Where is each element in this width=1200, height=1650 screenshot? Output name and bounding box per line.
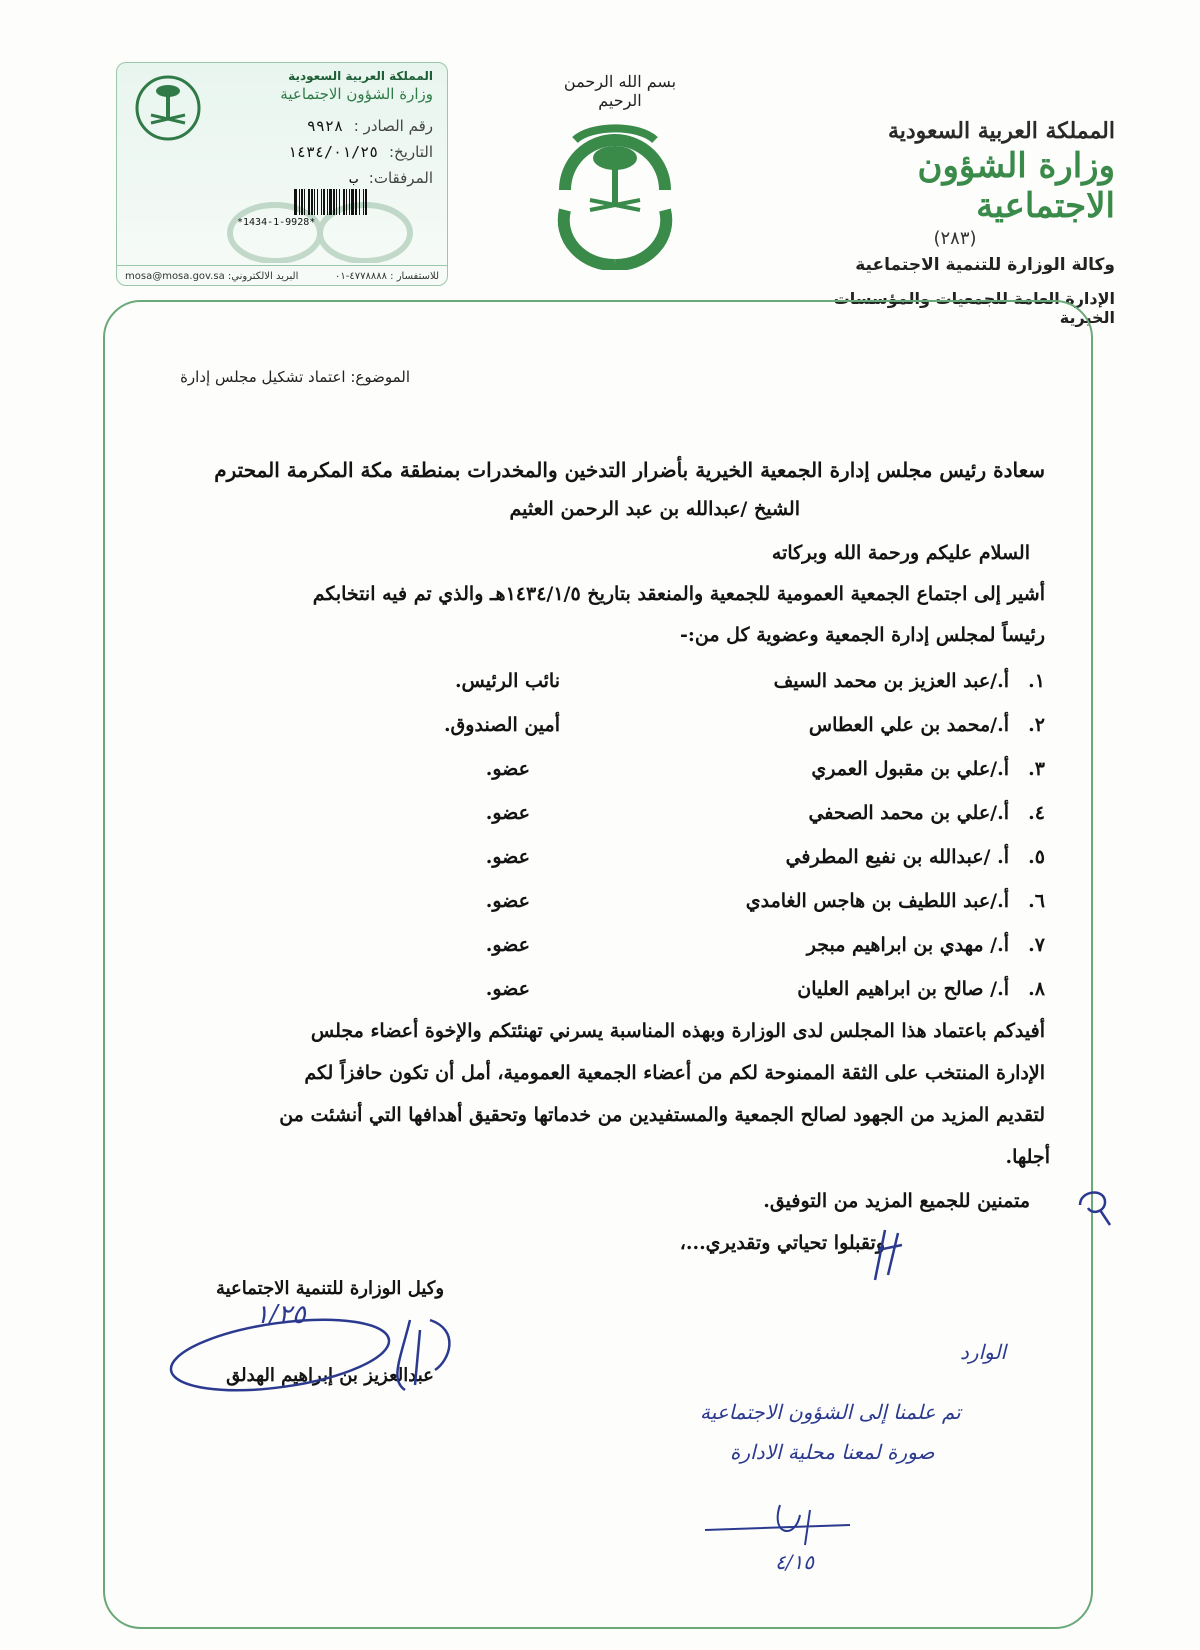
- saudi-emblem-icon: [133, 73, 203, 143]
- member-number: ٤.: [1028, 802, 1045, 824]
- member-role: أمين الصندوق.: [443, 714, 560, 736]
- barcode-bar: [360, 189, 363, 215]
- ministry-code: (٢٨٣): [933, 228, 977, 249]
- barcode-bar: [294, 189, 297, 215]
- member-role: عضو.: [485, 758, 530, 780]
- member-role: عضو.: [485, 934, 530, 956]
- note-signature: [700, 1495, 860, 1555]
- issue-number-value: ٩٩٢٨: [306, 117, 343, 135]
- kingdom-name: المملكة العربية السعودية: [887, 118, 1115, 144]
- registration-stamp: [116, 62, 448, 286]
- para2-line-2: الإدارة المنتخب على الثقة الممنوحة لكم من أعضاء الجمعية العمومية، أمل أن تكون حافزاً لكم: [304, 1062, 1045, 1084]
- ministry-name: وزارة الشؤون الاجتماعية: [917, 146, 1115, 226]
- barcode-bar: [314, 189, 315, 215]
- barcode: [237, 189, 367, 215]
- member-name: أ./علي بن مقبول العمري: [811, 758, 1009, 780]
- para1-line-2: رئيساً لمجلس إدارة الجمعية وعضوية كل من:-: [680, 624, 1045, 646]
- date-row: [213, 139, 433, 165]
- barcode-bar: [332, 189, 333, 215]
- barcode-bar: [311, 189, 313, 215]
- barcode-bar: [365, 189, 367, 215]
- barcode-bar: [337, 189, 339, 215]
- member-number: ٥.: [1028, 846, 1045, 868]
- barcode-bar: [349, 189, 350, 215]
- member-role: عضو.: [485, 802, 530, 824]
- barcode-bar: [327, 189, 328, 215]
- ministry-emblem-icon: [545, 120, 685, 270]
- barcode-bar: [336, 189, 337, 215]
- para2-line-1: أفيدكم باعتماد هذا المجلس لدى الوزارة وبهذه المناسبة يسرني تهنئتكم والإخوة أعضاء مجلس: [310, 1020, 1045, 1042]
- stamp-kingdom: المملكة العربية السعودية: [288, 69, 433, 83]
- member-role: نائب الرئيس.: [454, 670, 560, 692]
- stamp-ministry: وزارة الشؤون الاجتماعية: [280, 85, 433, 103]
- attachments-value: ب: [348, 169, 359, 187]
- list-item: [345, 714, 1045, 750]
- barcode-bar: [303, 189, 304, 215]
- issue-number-label: رقم الصادر :: [353, 117, 433, 135]
- incoming-label: الوارد: [960, 1340, 1007, 1364]
- barcode-bar: [355, 189, 357, 215]
- member-number: ١.: [1028, 670, 1045, 692]
- barcode-bar: [321, 189, 322, 215]
- member-role: عضو.: [485, 890, 530, 912]
- closing-wish: متمنين للجميع المزيد من التوفيق.: [763, 1190, 1030, 1212]
- member-role: عضو.: [485, 978, 530, 1000]
- letter-subject: الموضوع: اعتماد تشكيل مجلس إدارة: [180, 368, 410, 386]
- barcode-text: *1434-1-9928*: [237, 217, 316, 228]
- member-name: أ./عبد اللطيف بن هاجس الغامدي: [745, 890, 1009, 912]
- member-name: أ./ صالح بن ابراهيم العليان: [797, 978, 1009, 1000]
- barcode-bar: [328, 189, 329, 215]
- agency-name: وكالة الوزارة للتنمية الاجتماعية: [855, 255, 1115, 275]
- barcode-bar: [318, 189, 321, 215]
- signature-scribble: [160, 1300, 500, 1400]
- para1-line-1: أشير إلى اجتماع الجمعية العمومية للجمعية والمنعقد بتاريخ ١٤٣٤/١/٥هـ والذي تم فيه انتخابكم: [312, 583, 1045, 605]
- barcode-bar: [305, 189, 308, 215]
- stamp-email: mosa@mosa.gov.sa: [125, 270, 225, 282]
- barcode-bar: [297, 189, 299, 215]
- initial-mark: [870, 1225, 910, 1285]
- member-name: أ./ مهدي بن ابراهيم مبجر: [806, 934, 1009, 956]
- signer-name: عبدالعزيز بن إبراهيم الهدلق: [226, 1365, 434, 1386]
- member-role: عضو.: [485, 846, 530, 868]
- date-label: التاريخ:: [389, 143, 433, 161]
- list-item: [345, 802, 1045, 838]
- member-name: أ. /عبدالله بن نفيع المطرفي: [785, 846, 1009, 868]
- list-item: [345, 890, 1045, 926]
- member-name: أ./محمد بن علي العطاس: [808, 714, 1009, 736]
- para2-line-4: أجلها.: [1005, 1146, 1050, 1168]
- barcode-bar: [354, 189, 355, 215]
- list-item: [345, 978, 1045, 1014]
- member-name: أ./عبد العزيز بن محمد السيف: [773, 670, 1009, 692]
- barcode-bar: [346, 189, 347, 215]
- basmala: بسم الله الرحمن الرحيم: [563, 72, 677, 110]
- list-item: [345, 934, 1045, 970]
- letterhead: [775, 118, 1115, 327]
- member-number: ٨.: [1028, 978, 1045, 1000]
- barcode-bar: [340, 189, 343, 215]
- stamp-fields: [213, 113, 433, 191]
- stamp-footer: [117, 265, 447, 286]
- barcode-bar: [364, 189, 365, 215]
- barcode-bar: [347, 189, 349, 215]
- directorate-name: الإدارة العامة للجمعيات والمؤسسات الخيرية: [833, 289, 1115, 327]
- incoming-note-date: ٤/١٥: [775, 1550, 814, 1574]
- barcode-bar: [313, 189, 314, 215]
- member-number: ٢.: [1028, 714, 1045, 736]
- barcode-bar: [300, 189, 301, 215]
- addressee-line-1: سعادة رئيس مجلس إدارة الجمعية الخيرية بأضرار التدخين والمخدرات بمنطقة مكة المكرمة المحترم: [214, 458, 1045, 482]
- barcode-bar: [343, 189, 345, 215]
- date-value: ١٤٣٤/٠١/٢٥: [287, 143, 379, 161]
- barcode-bar: [325, 189, 327, 215]
- list-item: [345, 758, 1045, 794]
- signer-title: وكيل الوزارة للتنمية الاجتماعية: [215, 1278, 445, 1299]
- barcode-bar: [323, 189, 325, 215]
- barcode-bar: [293, 189, 294, 215]
- greeting: السلام عليكم ورحمة الله وبركاته: [771, 542, 1030, 564]
- barcode-bar: [363, 189, 364, 215]
- barcode-bar: [345, 189, 346, 215]
- signature-date: ١/٢٥: [255, 1300, 306, 1330]
- barcode-bar: [304, 189, 305, 215]
- list-item: [345, 670, 1045, 706]
- incoming-note-line-1: تم علمنا إلى الشؤون الاجتماعية: [700, 1400, 961, 1424]
- paraph-mark: [1070, 1180, 1120, 1230]
- attachments-label: المرفقات:: [368, 169, 433, 187]
- barcode-bar: [308, 189, 310, 215]
- barcode-bar: [333, 189, 335, 215]
- barcode-bar: [351, 189, 354, 215]
- member-number: ٣.: [1028, 758, 1045, 780]
- para2-line-3: لتقديم المزيد من الجهود لصالح الجمعية والمستفيدين من خدماتها وتحقيق أهدافها التي أنشئت من: [279, 1104, 1045, 1126]
- issue-number-row: [213, 113, 433, 139]
- member-number: ٦.: [1028, 890, 1045, 912]
- stamp-inquiry: للاستفسار : ٤٧٧٨٨٨٨-٠١: [335, 270, 439, 282]
- attachments-row: [213, 165, 433, 191]
- barcode-bar: [322, 189, 323, 215]
- stamp-email-row: [125, 271, 298, 282]
- barcode-bar: [301, 189, 303, 215]
- barcode-bar: [315, 189, 317, 215]
- addressee-line-2: الشيخ /عبدالله بن عبد الرحمن العثيم: [509, 498, 800, 520]
- barcode-bar: [310, 189, 311, 215]
- closing-regards: وتقبلوا تحياتي وتقديري...،: [679, 1232, 885, 1254]
- barcode-bar: [317, 189, 318, 215]
- barcode-bar: [329, 189, 332, 215]
- member-name: أ./علي بن محمد الصحفي: [808, 802, 1009, 824]
- list-item: [345, 846, 1045, 882]
- barcode-bar: [357, 189, 359, 215]
- barcode-bar: [299, 189, 300, 215]
- stamp-email-label: البريد الالكتروني:: [227, 270, 299, 282]
- barcode-bar: [339, 189, 340, 215]
- incoming-note-line-2: صورة لمعنا محلية الادارة: [730, 1440, 935, 1464]
- barcode-bar: [335, 189, 336, 215]
- member-number: ٧.: [1028, 934, 1045, 956]
- barcode-bar: [359, 189, 360, 215]
- barcode-bar: [350, 189, 351, 215]
